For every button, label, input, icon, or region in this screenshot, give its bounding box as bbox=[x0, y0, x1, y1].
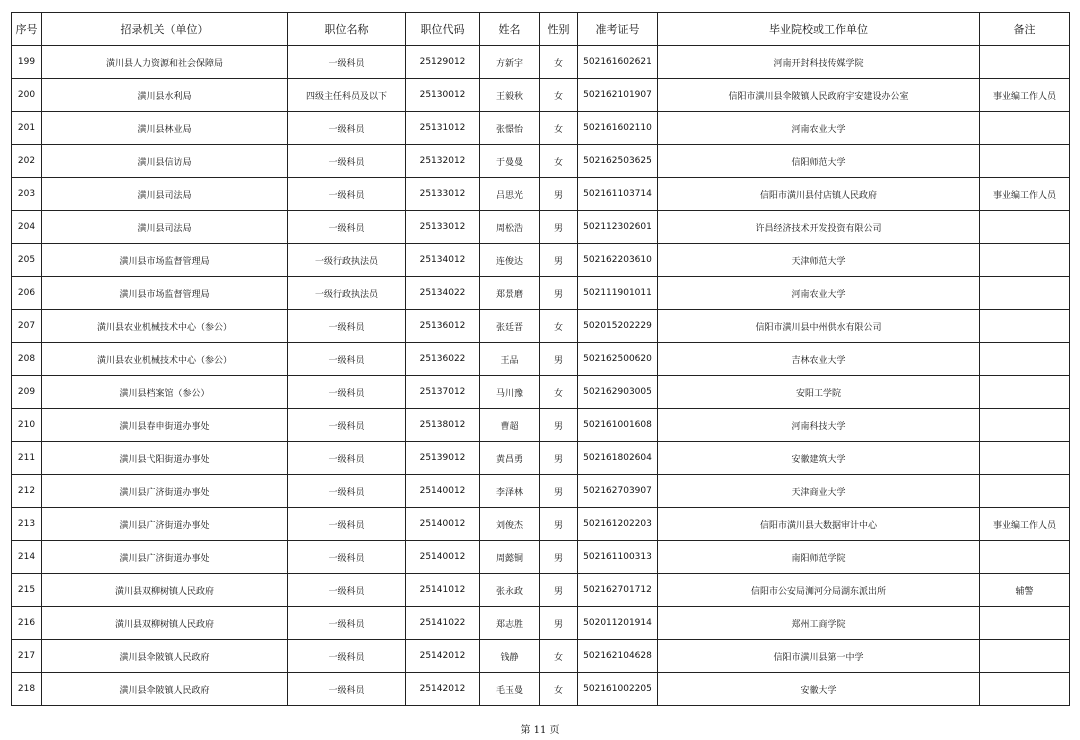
agency-cell: 潢川县春申街道办事处 bbox=[42, 409, 288, 442]
exam-number-cell: 502162104628 bbox=[578, 640, 658, 673]
exam-number-cell: 502161602110 bbox=[578, 112, 658, 145]
school-or-employer-cell: 信阳市潢川县伞陂镇人民政府宇安建设办公室 bbox=[658, 79, 980, 112]
name-cell: 张永政 bbox=[480, 574, 540, 607]
position-code-cell: 25129012 bbox=[406, 46, 480, 79]
name-cell: 连俊达 bbox=[480, 244, 540, 277]
table-row bbox=[12, 46, 1070, 79]
gender-cell: 女 bbox=[540, 112, 578, 145]
remarks-cell bbox=[980, 310, 1070, 343]
remarks-cell bbox=[980, 277, 1070, 310]
school-or-employer-cell: 南阳师范学院 bbox=[658, 541, 980, 574]
position-code-cell: 25140012 bbox=[406, 475, 480, 508]
table-row bbox=[12, 178, 1070, 211]
agency-cell: 潢川县伞陂镇人民政府 bbox=[42, 640, 288, 673]
agency-cell: 潢川县林业局 bbox=[42, 112, 288, 145]
name-cell: 于曼曼 bbox=[480, 145, 540, 178]
agency-cell: 潢川县广济街道办事处 bbox=[42, 508, 288, 541]
gender-cell: 男 bbox=[540, 409, 578, 442]
school-or-employer-cell: 信阳市潢川县中州供水有限公司 bbox=[658, 310, 980, 343]
position-code-cell: 25137012 bbox=[406, 376, 480, 409]
remarks-cell bbox=[980, 541, 1070, 574]
school-or-employer-cell: 河南科技大学 bbox=[658, 409, 980, 442]
name-cell: 刘俊杰 bbox=[480, 508, 540, 541]
table-row bbox=[12, 607, 1070, 640]
agency-cell: 潢川县司法局 bbox=[42, 178, 288, 211]
agency-cell: 潢川县司法局 bbox=[42, 211, 288, 244]
serial-number-cell: 200 bbox=[12, 79, 42, 112]
agency-cell: 潢川县档案馆（参公） bbox=[42, 376, 288, 409]
name-cell: 钱静 bbox=[480, 640, 540, 673]
remarks-cell bbox=[980, 46, 1070, 79]
position-name-cell: 四级主任科员及以下 bbox=[288, 79, 406, 112]
gender-cell: 女 bbox=[540, 79, 578, 112]
serial-number-cell: 215 bbox=[12, 574, 42, 607]
remarks-cell bbox=[980, 343, 1070, 376]
remarks-cell bbox=[980, 475, 1070, 508]
remarks-cell bbox=[980, 145, 1070, 178]
gender-cell: 女 bbox=[540, 673, 578, 706]
position-code-cell: 25131012 bbox=[406, 112, 480, 145]
school-or-employer-cell: 信阳市潢川县大数据审计中心 bbox=[658, 508, 980, 541]
agency-cell: 潢川县市场监督管理局 bbox=[42, 277, 288, 310]
table-body bbox=[12, 46, 1070, 706]
position-name-cell: 一级科员 bbox=[288, 145, 406, 178]
position-name-cell: 一级科员 bbox=[288, 112, 406, 145]
agency-cell: 潢川县伞陂镇人民政府 bbox=[42, 673, 288, 706]
roster-table bbox=[11, 12, 1070, 706]
gender-cell: 男 bbox=[540, 475, 578, 508]
table-row bbox=[12, 211, 1070, 244]
name-cell: 马川豫 bbox=[480, 376, 540, 409]
school-or-employer-cell: 吉林农业大学 bbox=[658, 343, 980, 376]
table-row bbox=[12, 79, 1070, 112]
school-or-employer-cell: 安阳工学院 bbox=[658, 376, 980, 409]
agency-cell: 潢川县弋阳街道办事处 bbox=[42, 442, 288, 475]
position-code-cell: 25134012 bbox=[406, 244, 480, 277]
serial-number-cell: 214 bbox=[12, 541, 42, 574]
column-header: 备注 bbox=[980, 13, 1070, 46]
position-name-cell: 一级科员 bbox=[288, 640, 406, 673]
position-name-cell: 一级科员 bbox=[288, 442, 406, 475]
table-row bbox=[12, 409, 1070, 442]
agency-cell: 潢川县水利局 bbox=[42, 79, 288, 112]
name-cell: 周松浩 bbox=[480, 211, 540, 244]
exam-number-cell: 502162203610 bbox=[578, 244, 658, 277]
agency-cell: 潢川县信访局 bbox=[42, 145, 288, 178]
school-or-employer-cell: 天津商业大学 bbox=[658, 475, 980, 508]
position-code-cell: 25141022 bbox=[406, 607, 480, 640]
remarks-cell bbox=[980, 607, 1070, 640]
table-row bbox=[12, 343, 1070, 376]
gender-cell: 男 bbox=[540, 541, 578, 574]
table-row bbox=[12, 376, 1070, 409]
exam-number-cell: 502162101907 bbox=[578, 79, 658, 112]
exam-number-cell: 502162503625 bbox=[578, 145, 658, 178]
position-name-cell: 一级行政执法员 bbox=[288, 244, 406, 277]
exam-number-cell: 502161001608 bbox=[578, 409, 658, 442]
position-code-cell: 25136022 bbox=[406, 343, 480, 376]
position-code-cell: 25132012 bbox=[406, 145, 480, 178]
school-or-employer-cell: 河南农业大学 bbox=[658, 277, 980, 310]
serial-number-cell: 202 bbox=[12, 145, 42, 178]
gender-cell: 男 bbox=[540, 277, 578, 310]
table-row bbox=[12, 574, 1070, 607]
serial-number-cell: 201 bbox=[12, 112, 42, 145]
remarks-cell: 事业编工作人员 bbox=[980, 79, 1070, 112]
position-name-cell: 一级科员 bbox=[288, 607, 406, 640]
name-cell: 曹超 bbox=[480, 409, 540, 442]
table-row bbox=[12, 244, 1070, 277]
serial-number-cell: 216 bbox=[12, 607, 42, 640]
table-row bbox=[12, 112, 1070, 145]
column-header: 准考证号 bbox=[578, 13, 658, 46]
table-row bbox=[12, 673, 1070, 706]
position-name-cell: 一级科员 bbox=[288, 409, 406, 442]
position-code-cell: 25141012 bbox=[406, 574, 480, 607]
name-cell: 王毅秋 bbox=[480, 79, 540, 112]
agency-cell: 潢川县人力资源和社会保障局 bbox=[42, 46, 288, 79]
table-row bbox=[12, 310, 1070, 343]
position-code-cell: 25133012 bbox=[406, 178, 480, 211]
name-cell: 周懿铜 bbox=[480, 541, 540, 574]
exam-number-cell: 502015202229 bbox=[578, 310, 658, 343]
exam-number-cell: 502112302601 bbox=[578, 211, 658, 244]
school-or-employer-cell: 信阳师范大学 bbox=[658, 145, 980, 178]
remarks-cell bbox=[980, 244, 1070, 277]
school-or-employer-cell: 许昌经济技术开发投资有限公司 bbox=[658, 211, 980, 244]
position-name-cell: 一级科员 bbox=[288, 673, 406, 706]
remarks-cell bbox=[980, 640, 1070, 673]
school-or-employer-cell: 信阳市公安局浉河分局湖东派出所 bbox=[658, 574, 980, 607]
header-row bbox=[12, 13, 1070, 46]
column-header: 毕业院校或工作单位 bbox=[658, 13, 980, 46]
column-header: 姓名 bbox=[480, 13, 540, 46]
agency-cell: 潢川县广济街道办事处 bbox=[42, 475, 288, 508]
gender-cell: 男 bbox=[540, 211, 578, 244]
table-row bbox=[12, 442, 1070, 475]
gender-cell: 男 bbox=[540, 508, 578, 541]
remarks-cell bbox=[980, 112, 1070, 145]
exam-number-cell: 502162903005 bbox=[578, 376, 658, 409]
position-name-cell: 一级行政执法员 bbox=[288, 277, 406, 310]
position-name-cell: 一级科员 bbox=[288, 574, 406, 607]
gender-cell: 女 bbox=[540, 46, 578, 79]
remarks-cell: 辅警 bbox=[980, 574, 1070, 607]
exam-number-cell: 502161002205 bbox=[578, 673, 658, 706]
name-cell: 吕思光 bbox=[480, 178, 540, 211]
remarks-cell bbox=[980, 211, 1070, 244]
remarks-cell: 事业编工作人员 bbox=[980, 508, 1070, 541]
exam-number-cell: 502162701712 bbox=[578, 574, 658, 607]
exam-number-cell: 502161202203 bbox=[578, 508, 658, 541]
school-or-employer-cell: 天津师范大学 bbox=[658, 244, 980, 277]
position-name-cell: 一级科员 bbox=[288, 178, 406, 211]
name-cell: 郑景磨 bbox=[480, 277, 540, 310]
table-row bbox=[12, 508, 1070, 541]
serial-number-cell: 217 bbox=[12, 640, 42, 673]
exam-number-cell: 502161100313 bbox=[578, 541, 658, 574]
school-or-employer-cell: 信阳市潢川县付店镇人民政府 bbox=[658, 178, 980, 211]
gender-cell: 男 bbox=[540, 343, 578, 376]
serial-number-cell: 204 bbox=[12, 211, 42, 244]
exam-number-cell: 502162703907 bbox=[578, 475, 658, 508]
remarks-cell bbox=[980, 409, 1070, 442]
remarks-cell bbox=[980, 376, 1070, 409]
gender-cell: 女 bbox=[540, 310, 578, 343]
serial-number-cell: 211 bbox=[12, 442, 42, 475]
position-name-cell: 一级科员 bbox=[288, 211, 406, 244]
serial-number-cell: 199 bbox=[12, 46, 42, 79]
name-cell: 毛玉曼 bbox=[480, 673, 540, 706]
position-code-cell: 25130012 bbox=[406, 79, 480, 112]
name-cell: 郑志胜 bbox=[480, 607, 540, 640]
remarks-cell: 事业编工作人员 bbox=[980, 178, 1070, 211]
serial-number-cell: 205 bbox=[12, 244, 42, 277]
column-header: 性别 bbox=[540, 13, 578, 46]
position-name-cell: 一级科员 bbox=[288, 376, 406, 409]
agency-cell: 潢川县农业机械技术中心（参公） bbox=[42, 310, 288, 343]
position-name-cell: 一级科员 bbox=[288, 475, 406, 508]
position-name-cell: 一级科员 bbox=[288, 343, 406, 376]
remarks-cell bbox=[980, 673, 1070, 706]
column-header: 序号 bbox=[12, 13, 42, 46]
table-row bbox=[12, 640, 1070, 673]
position-code-cell: 25139012 bbox=[406, 442, 480, 475]
position-code-cell: 25133012 bbox=[406, 211, 480, 244]
exam-number-cell: 502161103714 bbox=[578, 178, 658, 211]
position-name-cell: 一级科员 bbox=[288, 46, 406, 79]
serial-number-cell: 212 bbox=[12, 475, 42, 508]
exam-number-cell: 502011201914 bbox=[578, 607, 658, 640]
exam-number-cell: 502161602621 bbox=[578, 46, 658, 79]
gender-cell: 男 bbox=[540, 607, 578, 640]
gender-cell: 女 bbox=[540, 145, 578, 178]
table-row bbox=[12, 541, 1070, 574]
position-code-cell: 25136012 bbox=[406, 310, 480, 343]
table-row bbox=[12, 277, 1070, 310]
table-header bbox=[12, 13, 1070, 46]
remarks-cell bbox=[980, 442, 1070, 475]
name-cell: 王品 bbox=[480, 343, 540, 376]
agency-cell: 潢川县广济街道办事处 bbox=[42, 541, 288, 574]
column-header: 职位代码 bbox=[406, 13, 480, 46]
document-page bbox=[11, 12, 1069, 706]
position-name-cell: 一级科员 bbox=[288, 508, 406, 541]
school-or-employer-cell: 安徽建筑大学 bbox=[658, 442, 980, 475]
name-cell: 李泽林 bbox=[480, 475, 540, 508]
gender-cell: 男 bbox=[540, 244, 578, 277]
agency-cell: 潢川县市场监督管理局 bbox=[42, 244, 288, 277]
position-name-cell: 一级科员 bbox=[288, 541, 406, 574]
name-cell: 方新宇 bbox=[480, 46, 540, 79]
agency-cell: 潢川县双柳树镇人民政府 bbox=[42, 574, 288, 607]
school-or-employer-cell: 信阳市潢川县第一中学 bbox=[658, 640, 980, 673]
position-code-cell: 25142012 bbox=[406, 673, 480, 706]
exam-number-cell: 502111901011 bbox=[578, 277, 658, 310]
position-code-cell: 25140012 bbox=[406, 508, 480, 541]
school-or-employer-cell: 安徽大学 bbox=[658, 673, 980, 706]
serial-number-cell: 203 bbox=[12, 178, 42, 211]
table-row bbox=[12, 145, 1070, 178]
page-number: 第 11 页 bbox=[520, 725, 560, 736]
agency-cell: 潢川县双柳树镇人民政府 bbox=[42, 607, 288, 640]
position-code-cell: 25142012 bbox=[406, 640, 480, 673]
serial-number-cell: 210 bbox=[12, 409, 42, 442]
exam-number-cell: 502161802604 bbox=[578, 442, 658, 475]
column-header: 职位名称 bbox=[288, 13, 406, 46]
name-cell: 张憬怡 bbox=[480, 112, 540, 145]
serial-number-cell: 209 bbox=[12, 376, 42, 409]
position-code-cell: 25138012 bbox=[406, 409, 480, 442]
serial-number-cell: 213 bbox=[12, 508, 42, 541]
serial-number-cell: 208 bbox=[12, 343, 42, 376]
exam-number-cell: 502162500620 bbox=[578, 343, 658, 376]
agency-cell: 潢川县农业机械技术中心（参公） bbox=[42, 343, 288, 376]
position-name-cell: 一级科员 bbox=[288, 310, 406, 343]
serial-number-cell: 207 bbox=[12, 310, 42, 343]
gender-cell: 女 bbox=[540, 640, 578, 673]
school-or-employer-cell: 郑州工商学院 bbox=[658, 607, 980, 640]
name-cell: 黄昌勇 bbox=[480, 442, 540, 475]
position-code-cell: 25140012 bbox=[406, 541, 480, 574]
gender-cell: 男 bbox=[540, 574, 578, 607]
school-or-employer-cell: 河南农业大学 bbox=[658, 112, 980, 145]
position-code-cell: 25134022 bbox=[406, 277, 480, 310]
gender-cell: 男 bbox=[540, 178, 578, 211]
gender-cell: 女 bbox=[540, 376, 578, 409]
serial-number-cell: 218 bbox=[12, 673, 42, 706]
gender-cell: 男 bbox=[540, 442, 578, 475]
table-row bbox=[12, 475, 1070, 508]
name-cell: 张廷晋 bbox=[480, 310, 540, 343]
column-header: 招录机关（单位） bbox=[42, 13, 288, 46]
school-or-employer-cell: 河南开封科技传媒学院 bbox=[658, 46, 980, 79]
serial-number-cell: 206 bbox=[12, 277, 42, 310]
